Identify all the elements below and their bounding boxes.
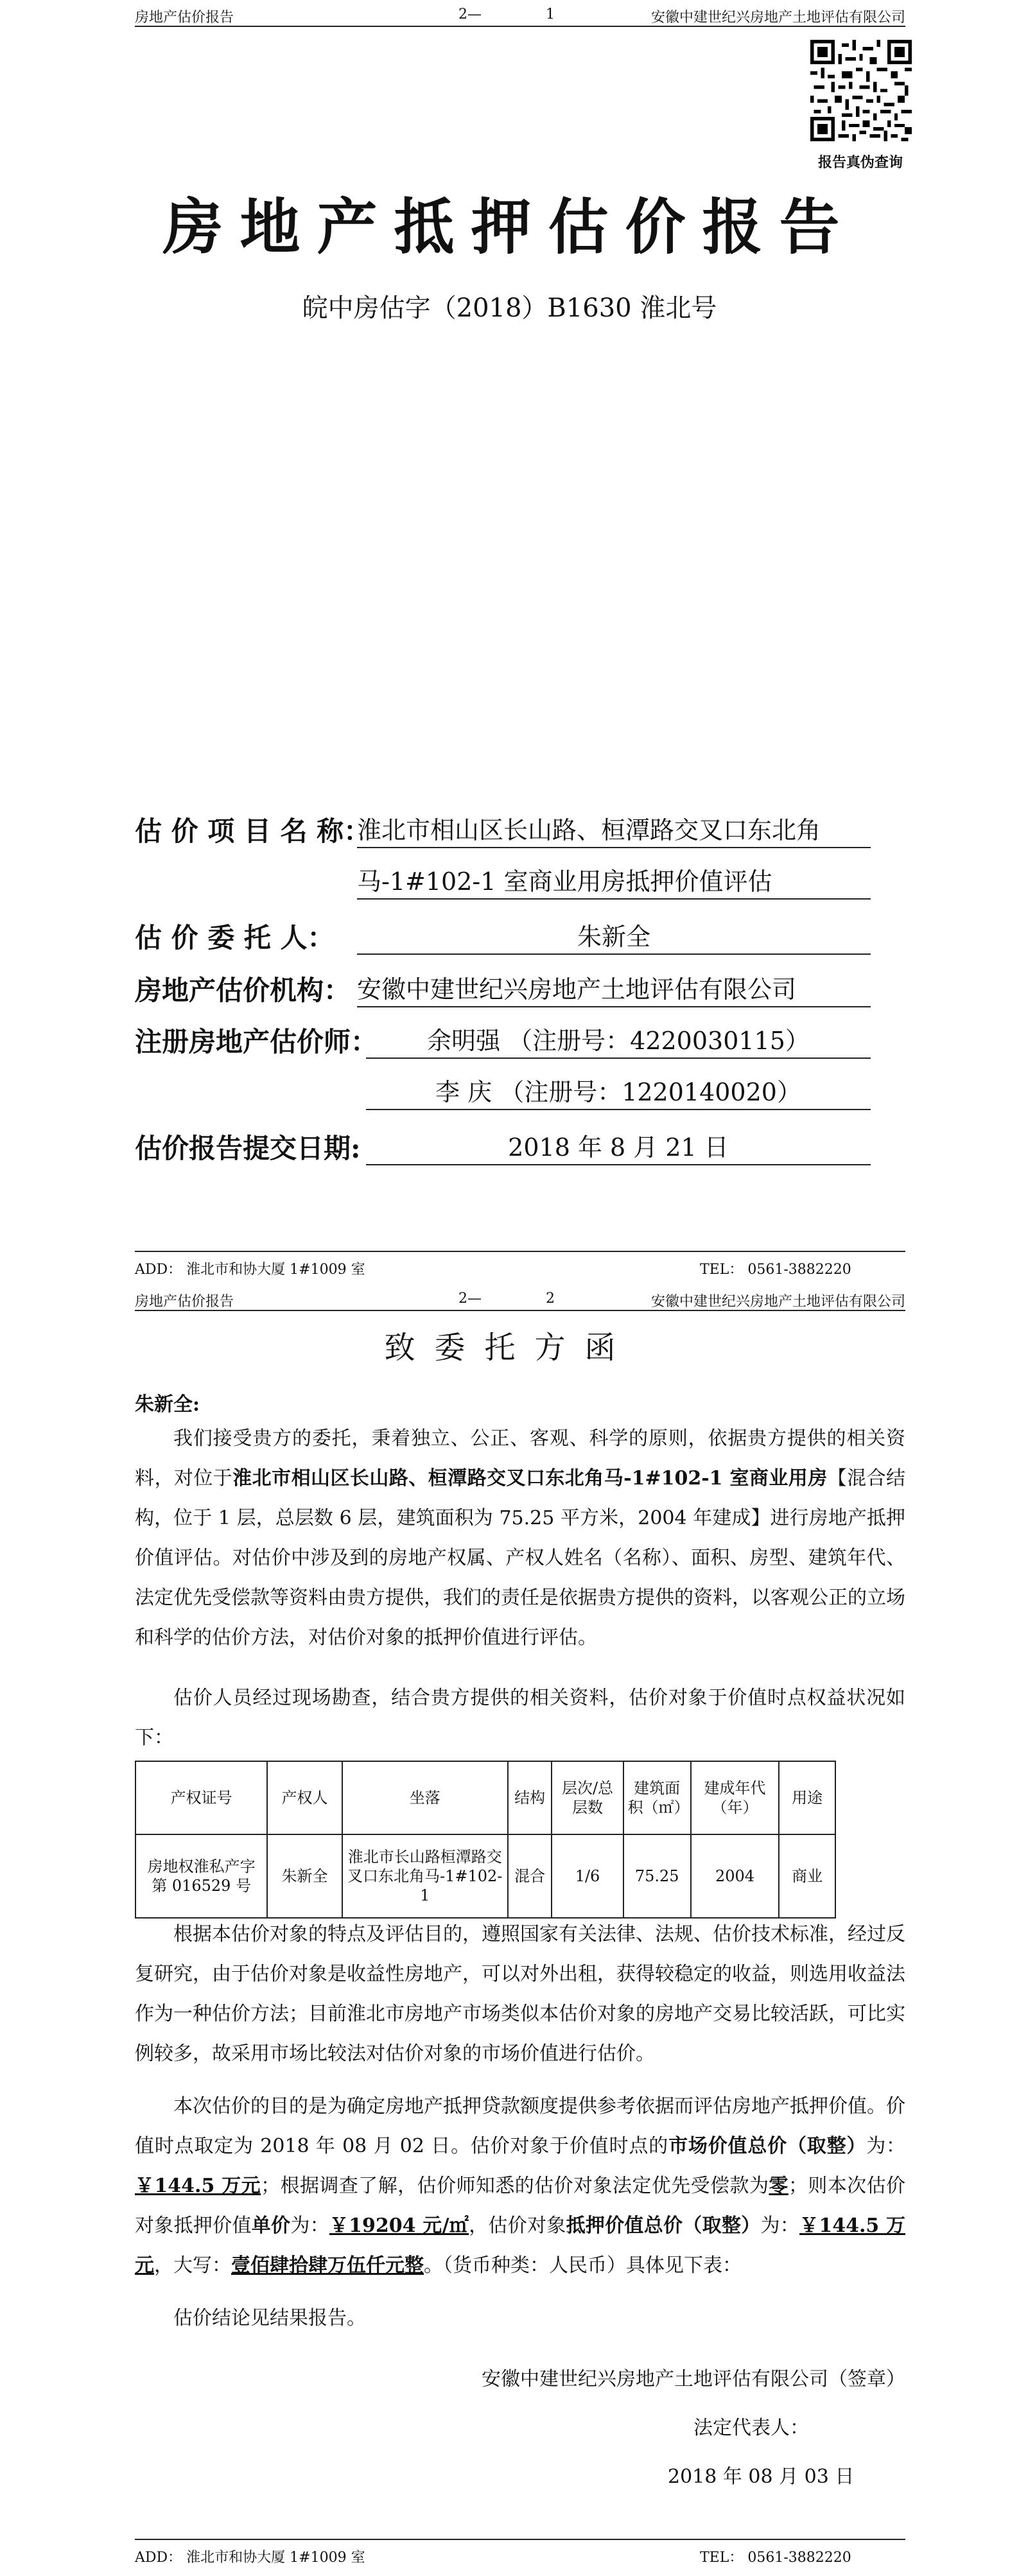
col-header: 用途: [779, 1761, 835, 1834]
p1-text: 我们接受贵方的委托，秉着独立、公正、客观、科学的原则，依据贵方提供的相关资料，对位于: [135, 1427, 905, 1490]
footer-divider: [135, 1251, 905, 1252]
signature-date: 2018 年 08 月 03 日: [668, 2466, 855, 2488]
date-value: 2018 年 8 月 21 日: [366, 1127, 871, 1165]
header-title: 房地产估价报告: [135, 1294, 234, 1310]
value-in-words: 壹佰肆拾肆万伍仟元整: [231, 2254, 424, 2277]
footer-address: ADD： 淮北市和协大厦 1#1009 室: [135, 1262, 365, 1278]
p2-text: 估价人员经过现场勘查，结合贵方提供的相关资料，估价对象于价值时点权益状况如下：: [135, 1687, 905, 1749]
cell-floor: 1/6: [552, 1834, 623, 1918]
footer-divider: [135, 2539, 905, 2540]
date-label: 估价报告提交日期:: [135, 1133, 361, 1164]
p4-text: 为：: [290, 2215, 329, 2237]
col-header: 层次/总层数: [552, 1761, 623, 1834]
signature-company: 安徽中建世纪兴房地产土地评估有限公司（签章）: [482, 2368, 905, 2390]
cell-year: 2004: [691, 1834, 779, 1918]
p4-text: 为：: [866, 2135, 906, 2157]
agency-label: 房地产估价机构：: [135, 975, 351, 1006]
header-page-prefix: 2—: [458, 6, 482, 22]
col-header: 建成年代（年）: [691, 1761, 779, 1834]
p4-text: ，估价对象: [469, 2215, 566, 2237]
market-value: ￥144.5 万元: [135, 2175, 261, 2197]
col-header: 结构: [508, 1761, 552, 1834]
p1-text: 【混合结构，位于 1 层，总层数 6 层，建筑面积为 75.25 平方米，2004 年建成】进行房地产抵押价值评估。对估价中涉及到的房地产权属、产权人姓名（名称）、面积、房型、建筑年代、法定优先受偿款等资料由贵方提供，我们的责任是依据贵方提供的资料，以客观公正的立场和科学的估价方法，对估价对象的抵押价值进行评估。: [135, 1467, 906, 1649]
page-header: [135, 1284, 905, 1311]
table-header-row: [135, 1761, 835, 1834]
qr-label: 报告真伪查询: [817, 154, 903, 171]
footer-address: ADD： 淮北市和协大厦 1#1009 室: [135, 2550, 365, 2566]
cell-use: 商业: [779, 1834, 835, 1918]
priority-claim: 零: [769, 2175, 788, 2197]
p4-text: 。（货币种类：人民币）具体见下表：: [424, 2254, 742, 2277]
report-title: 房地产抵押估价报告: [162, 192, 857, 263]
salutation: 朱新全:: [135, 1393, 200, 1416]
property-address: 淮北市相山区长山路、桓潭路交叉口东北角马-1#102-1 室商业用房: [232, 1467, 828, 1490]
cell-certificate: 房地权淮私产字第 016529 号: [135, 1834, 267, 1918]
client-label: 估 价 委 托 人：: [135, 922, 335, 953]
unit-price-label: 单价: [251, 2215, 291, 2237]
legal-representative: 法定代表人：: [693, 2417, 809, 2439]
appraiser-label: 注册房地产估价师：: [135, 1026, 378, 1057]
header-page-number: 2: [546, 1291, 555, 1307]
p4-text: 为：: [760, 2215, 800, 2237]
p4-text: 本次估价的目的是为确定房地产抵押贷款额度提供参考依据而评估房地产抵押价值。价值时点取定为 2018 年 08 月 02 日。估价对象于价值时点的: [135, 2095, 905, 2157]
client-value: 朱新全: [357, 917, 871, 955]
cell-owner: 朱新全: [267, 1834, 342, 1918]
property-table: [135, 1761, 836, 1919]
header-company: 安徽中建世纪兴房地产土地评估有限公司: [650, 10, 905, 26]
header-company: 安徽中建世纪兴房地产土地评估有限公司: [650, 1294, 905, 1310]
p4-text: ；则本次估价对象抵押价值: [135, 2175, 906, 2237]
header-title: 房地产估价报告: [135, 10, 234, 26]
header-page-number: 1: [546, 6, 555, 22]
letter-paragraph-4: [135, 2087, 905, 2286]
letter-title: 致委托方函: [384, 1330, 635, 1366]
letter-paragraph-1: [135, 1419, 905, 1658]
project-label: 估 价 项 目 名 称：: [135, 815, 371, 847]
appraiser-2: 李 庆 （注册号：1220140020）: [366, 1072, 871, 1110]
col-header: 坐落: [342, 1761, 508, 1834]
cell-structure: 混合: [508, 1834, 552, 1918]
mortgage-value: ￥144.5 万元: [135, 2215, 905, 2277]
letter-paragraph-5: [135, 2299, 905, 2338]
market-value-label: 市场价值总价（取整）: [668, 2135, 867, 2157]
agency-value: 安徽中建世纪兴房地产土地评估有限公司: [357, 970, 871, 1007]
col-header: 建筑面积（㎡）: [623, 1761, 691, 1834]
footer-tel: TEL： 0561-3882220: [700, 1262, 851, 1278]
project-value-line2: 马-1#102-1 室商业用房抵押价值评估: [357, 862, 871, 900]
mortgage-value-label: 抵押价值总价（取整）: [566, 2215, 761, 2237]
letter-paragraph-3: [135, 1915, 905, 2074]
p4-text: ；根据调查了解，估价师知悉的估价对象法定优先受偿款为: [261, 2175, 769, 2197]
table-row: [135, 1834, 835, 1918]
p4-text: ，大写：: [154, 2254, 231, 2277]
project-value-line1: 淮北市相山区长山路、桓潭路交叉口东北角: [357, 810, 871, 848]
unit-price: ￥19204 元/㎡: [329, 2215, 469, 2237]
letter-paragraph-2: [135, 1678, 905, 1758]
header-page-prefix: 2—: [458, 1291, 482, 1307]
page-header: [135, 0, 905, 27]
col-header: 产权证号: [135, 1761, 267, 1834]
qr-code-icon[interactable]: [810, 40, 912, 141]
appraiser-1: 余明强 （注册号：4220030115）: [366, 1021, 871, 1059]
footer-tel: TEL： 0561-3882220: [700, 2550, 851, 2566]
cell-area: 75.25: [623, 1834, 691, 1918]
col-header: 产权人: [267, 1761, 342, 1834]
p5-text: 估价结论见结果报告。: [173, 2307, 366, 2329]
cell-location: 淮北市长山路桓潭路交叉口东北角马-1#102-1: [342, 1834, 508, 1918]
p3-text: 根据本估价对象的特点及评估目的，遵照国家有关法律、法规、估价技术标准，经过反复研究，由于估价对象是收益性房地产，可以对外出租，获得较稳定的收益，则选用收益法作为一种估价方法；目前淮北市房地产市场类似本估价对象的房地产交易比较活跃，可比实例较多，故采用市场比较法对估价对象的市场价值进行估价。: [135, 1923, 905, 2065]
report-number: 皖中房估字（2018）B1630 淮北号: [302, 293, 717, 323]
